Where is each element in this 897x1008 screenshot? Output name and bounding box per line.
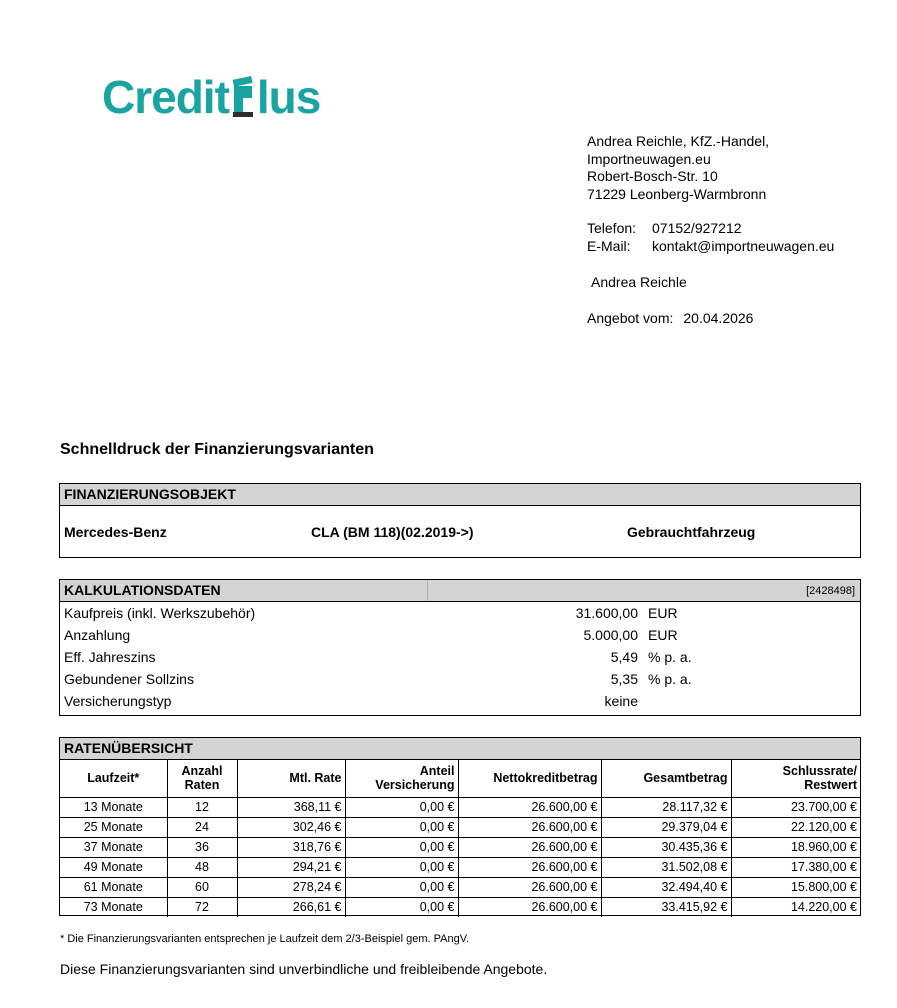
- cell-term: 49 Monate: [60, 857, 167, 877]
- cell-monthly-rate: 294,21 €: [237, 857, 345, 877]
- rate-table-header-row: [60, 760, 860, 797]
- dealer-contact: [587, 220, 834, 255]
- column-header: Nettokreditbetrag: [458, 760, 601, 797]
- cell-total: 30.435,36 €: [601, 837, 731, 857]
- calc-unit: EUR: [648, 627, 678, 643]
- cell-insurance: 0,00 €: [345, 897, 458, 917]
- calc-row: [60, 690, 860, 712]
- cell-final-rate: 22.120,00 €: [731, 817, 860, 837]
- table-row: [60, 857, 860, 877]
- cell-total: 33.415,92 €: [601, 897, 731, 917]
- offer-date-label: Angebot vom:: [587, 310, 674, 326]
- cell-final-rate: 23.700,00 €: [731, 797, 860, 817]
- footnote: * Die Finanzierungsvarianten entsprechen je Laufzeit dem 2/3-Beispiel gem. PAngV.: [60, 933, 470, 945]
- calc-label: Eff. Jahreszins: [64, 649, 156, 665]
- phone-label: Telefon:: [587, 220, 637, 236]
- calc-row: [60, 624, 860, 646]
- cell-monthly-rate: 318,76 €: [237, 837, 345, 857]
- closing-note: Diese Finanzierungsvarianten sind unverbindliche und freibleibende Angebote.: [60, 961, 548, 977]
- cell-final-rate: 17.380,00 €: [731, 857, 860, 877]
- contact-person: Andrea Reichle: [591, 274, 687, 290]
- table-row: [60, 837, 860, 857]
- cell-insurance: 0,00 €: [345, 877, 458, 897]
- cell-total: 29.379,04 €: [601, 817, 731, 837]
- calc-label: Kaufpreis (inkl. Werkszubehör): [64, 605, 256, 621]
- calculation-id: [2428498]: [806, 585, 855, 597]
- cell-term: 61 Monate: [60, 877, 167, 897]
- cell-net-credit: 26.600,00 €: [458, 817, 601, 837]
- address-line: Importneuwagen.eu: [587, 150, 711, 167]
- cell-count: 36: [167, 837, 237, 857]
- calc-unit: EUR: [648, 605, 678, 621]
- calc-value: keine: [604, 693, 638, 709]
- creditplus-logo: [102, 71, 321, 123]
- financing-object-heading: FINANZIERUNGSOBJEKT: [60, 484, 860, 506]
- column-header: Anzahl Raten: [167, 760, 237, 797]
- rate-table: [60, 760, 860, 917]
- cell-monthly-rate: 278,24 €: [237, 877, 345, 897]
- vehicle-brand: Mercedes-Benz: [64, 524, 167, 540]
- cell-insurance: 0,00 €: [345, 857, 458, 877]
- cell-net-credit: 26.600,00 €: [458, 897, 601, 917]
- rate-overview-heading: RATENÜBERSICHT: [60, 738, 860, 760]
- cell-net-credit: 26.600,00 €: [458, 797, 601, 817]
- column-header: Anteil Versicherung: [345, 760, 458, 797]
- cell-term: 13 Monate: [60, 797, 167, 817]
- table-row: [60, 897, 860, 917]
- cell-term: 37 Monate: [60, 837, 167, 857]
- cell-count: 12: [167, 797, 237, 817]
- calc-label: Gebundener Sollzins: [64, 671, 194, 687]
- cell-net-credit: 26.600,00 €: [458, 857, 601, 877]
- column-header: Gesamtbetrag: [601, 760, 731, 797]
- calc-value: 31.600,00: [575, 605, 638, 621]
- vehicle-condition: Gebrauchtfahrzeug: [627, 524, 756, 540]
- rate-overview-section: [59, 737, 861, 916]
- heading-divider: [427, 580, 428, 601]
- calculation-heading: [60, 580, 860, 602]
- column-header: Schlussrate/ Restwert: [731, 760, 860, 797]
- calc-row: [60, 668, 860, 690]
- cell-net-credit: 26.600,00 €: [458, 877, 601, 897]
- email-label: E-Mail:: [587, 237, 631, 254]
- financing-object-section: [59, 483, 861, 558]
- cell-final-rate: 18.960,00 €: [731, 837, 860, 857]
- cell-insurance: 0,00 €: [345, 837, 458, 857]
- calc-row: [60, 646, 860, 668]
- calc-row: [60, 602, 860, 624]
- table-row: [60, 817, 860, 837]
- column-header: Laufzeit*: [60, 760, 167, 797]
- calc-value: 5,49: [610, 649, 638, 665]
- table-row: [60, 877, 860, 897]
- calc-label: Anzahlung: [64, 627, 131, 643]
- cell-net-credit: 26.600,00 €: [458, 837, 601, 857]
- vehicle-model: CLA (BM 118)(02.2019->): [311, 524, 474, 540]
- cell-total: 31.502,08 €: [601, 857, 731, 877]
- cell-count: 72: [167, 897, 237, 917]
- address-line: Robert-Bosch-Str. 10: [587, 168, 718, 184]
- cell-count: 60: [167, 877, 237, 897]
- cell-insurance: 0,00 €: [345, 797, 458, 817]
- calc-label: Versicherungstyp: [64, 693, 172, 709]
- cell-term: 25 Monate: [60, 817, 167, 837]
- cell-total: 28.117,32 €: [601, 797, 731, 817]
- phone-value: 07152/927212: [652, 220, 742, 236]
- calc-value: 5,35: [610, 671, 638, 687]
- logo-text-lus: lus: [256, 71, 321, 123]
- calc-unit: % p. a.: [648, 671, 692, 687]
- table-row: [60, 797, 860, 817]
- address-line: 71229 Leonberg-Warmbronn: [587, 185, 767, 202]
- dealer-address: [587, 133, 769, 203]
- calculation-heading-text: KALKULATIONSDATEN: [64, 582, 221, 598]
- calculation-section: [59, 579, 861, 716]
- column-header: Mtl. Rate: [237, 760, 345, 797]
- cell-monthly-rate: 302,46 €: [237, 817, 345, 837]
- cell-term: 73 Monate: [60, 897, 167, 917]
- cell-insurance: 0,00 €: [345, 817, 458, 837]
- logo-text-credit: Credit: [102, 71, 229, 123]
- offer-date-line: [587, 310, 753, 326]
- offer-date-value: 20.04.2026: [683, 310, 754, 326]
- cell-final-rate: 15.800,00 €: [731, 877, 860, 897]
- email-value: kontakt@importneuwagen.eu: [652, 237, 835, 254]
- cell-monthly-rate: 368,11 €: [237, 797, 345, 817]
- address-line: Andrea Reichle, KfZ.-Handel,: [587, 133, 770, 149]
- cell-count: 24: [167, 817, 237, 837]
- calc-value: 5.000,00: [583, 627, 638, 643]
- cell-monthly-rate: 266,61 €: [237, 897, 345, 917]
- cell-final-rate: 14.220,00 €: [731, 897, 860, 917]
- logo-p-icon: [230, 74, 256, 120]
- document-title: Schnelldruck der Finanzierungsvarianten: [60, 441, 374, 458]
- cell-count: 48: [167, 857, 237, 877]
- calc-unit: % p. a.: [648, 649, 692, 665]
- cell-total: 32.494,40 €: [601, 877, 731, 897]
